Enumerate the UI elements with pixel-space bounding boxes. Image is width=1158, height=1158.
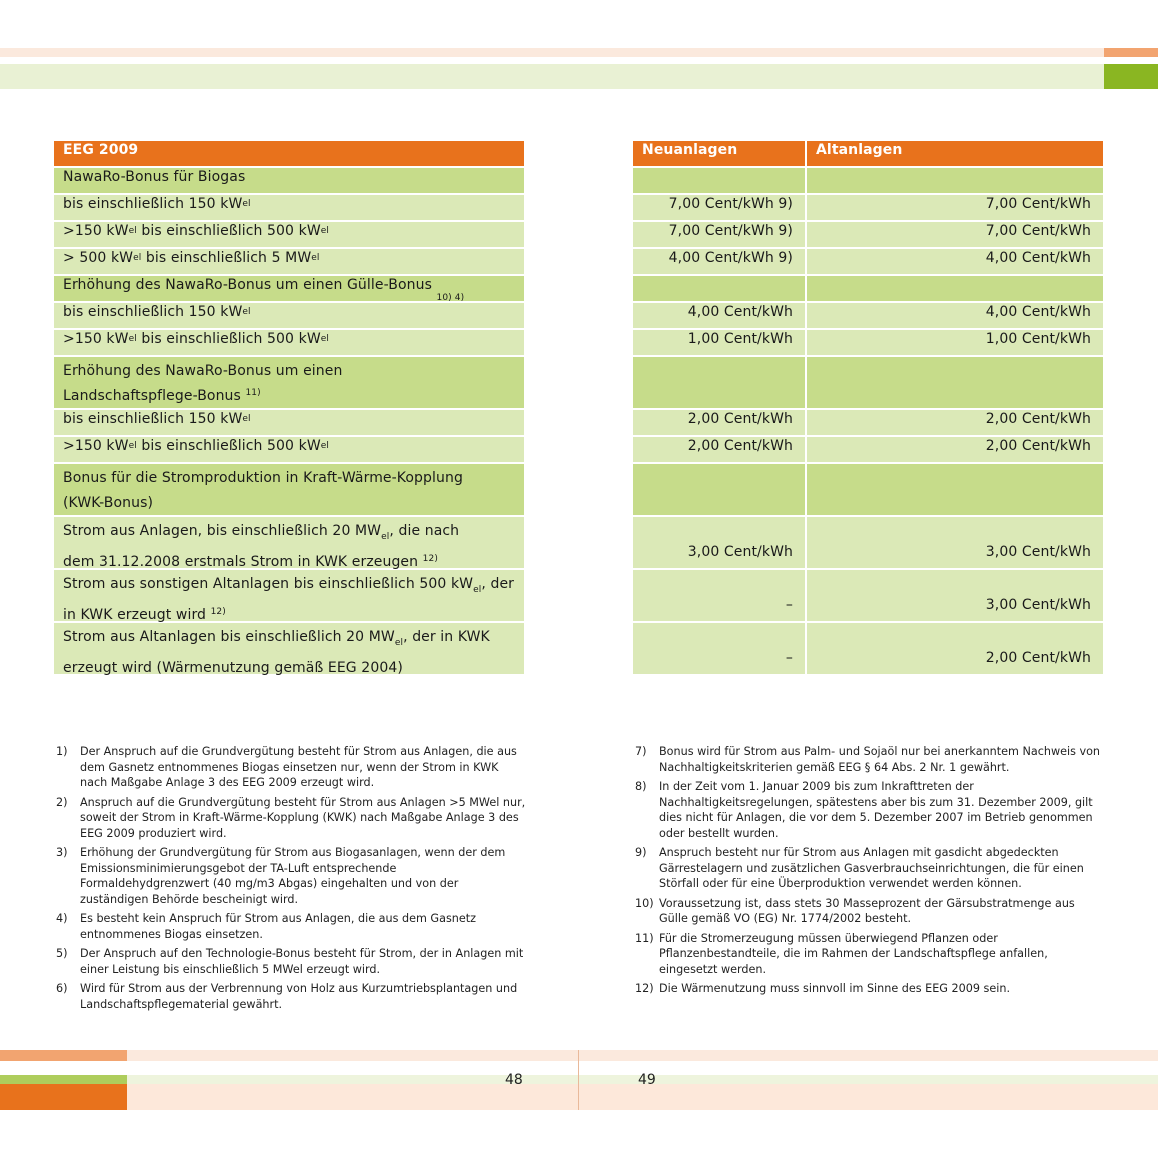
footnote-number: 1)	[56, 745, 68, 758]
footnote-number: 6)	[56, 982, 68, 995]
footnote-text: Die Wärmenutzung muss sinnvoll im Sinne des EEG 2009 sein.	[659, 982, 1011, 995]
table-row	[54, 222, 524, 247]
footnote-number: 9)	[635, 846, 647, 859]
row-label: Strom aus Altanlagen bis einschließlich 20 $MW_{el}$, der in KWK erzeugt wird (Wärmenutzung gemäß EEG 2004)	[54, 623, 524, 674]
cell-altanlagen: 2,00 Cent/kWh	[807, 437, 1103, 462]
row-label: Strom aus Anlagen, bis einschließlich 20 $MW_{el}$, die nach dem 31.12.2008 erstmals Strom in KWK erzeugen $^{12)}$	[54, 517, 524, 568]
cell-altanlagen: 2,00 Cent/kWh	[807, 410, 1103, 435]
bottom-band-green	[0, 1075, 127, 1084]
top-band-green	[1104, 64, 1158, 89]
table-row	[54, 357, 524, 408]
footnotes-right	[635, 744, 1105, 1001]
cell-altanlagen	[807, 357, 1103, 408]
table-row	[54, 330, 524, 355]
cell-neuanlagen: 2,00 Cent/kWh	[633, 437, 805, 462]
row-label: Bonus für die Stromproduktion in Kraft-Wärme-Kopplung (KWK-Bonus)	[54, 464, 524, 515]
cell-neuanlagen	[633, 357, 805, 408]
table-row	[633, 330, 1103, 355]
footnote	[56, 845, 526, 907]
row-label: > 500 kW el bis einschließlich 5 MW el	[54, 249, 524, 274]
cell-neuanlagen: 2,00 Cent/kWh	[633, 410, 805, 435]
footnote-text: Voraussetzung ist, dass stets 30 Masseprozent der Gärsubstratmenge aus Gülle gemäß VO (EG) Nr. 1774/2002 besteht.	[659, 896, 1075, 925]
footnote-text: Erhöhung der Grundvergütung für Strom aus Biogasanlagen, wenn der dem Emissionsminimierungsgebot der TA-Luft entsprechende Formaldehydgrenzwert (40 mg/m3 Abgas) eingehalten und von der zuständigen Behörde bescheinigt wird.	[80, 846, 506, 906]
cell-altanlagen: 4,00 Cent/kWh	[807, 303, 1103, 328]
footnote-number: 2)	[56, 795, 68, 809]
row-label: Erhöhung des NawaRo-Bonus um einen Landschaftspflege-Bonus $^{11)}$	[54, 357, 524, 408]
footnote-text: Der Anspruch auf die Grundvergütung besteht für Strom aus Anlagen, die aus dem Gasnetz entnommenes Biogas einsetzen nur, wenn der Strom in KWK nach Maßgabe Anlage 3 des EEG 2009 erzeugt wird.	[80, 745, 517, 789]
row-label: bis einschließlich 150 kW el	[54, 195, 524, 220]
table-row	[633, 623, 1103, 674]
cell-neuanlagen: –	[633, 623, 805, 674]
cell-neuanlagen: –	[633, 570, 805, 621]
header-eeg-2009: EEG 2009	[54, 141, 524, 166]
table-header-row	[633, 141, 1103, 166]
row-label: bis einschließlich 150 kW el	[54, 410, 524, 435]
row-label: >150 kW el bis einschließlich 500 kW el	[54, 222, 524, 247]
bottom-band-light	[127, 1050, 1158, 1061]
table-row	[54, 517, 524, 568]
page-number-right: 49	[638, 1072, 656, 1088]
cell-neuanlagen: 7,00 Cent/kWh 9)	[633, 195, 805, 220]
row-label: Erhöhung des NawaRo-Bonus um einen Gülle-Bonus 10) 4)	[54, 276, 524, 301]
footnote	[56, 981, 526, 1012]
footnote	[56, 911, 526, 942]
footnote-number: 11)	[635, 931, 654, 945]
header-neuanlagen: Neuanlagen	[633, 141, 805, 166]
page-fold-line	[578, 1050, 579, 1110]
table-row	[54, 249, 524, 274]
footnote	[56, 946, 526, 977]
cell-neuanlagen: 7,00 Cent/kWh 9)	[633, 222, 805, 247]
cell-altanlagen	[807, 168, 1103, 193]
footnote-text: Wird für Strom aus der Verbrennung von Holz aus Kurzumtriebsplantagen und Landschaftspflegematerial gewährt.	[80, 982, 518, 1011]
footnote	[635, 845, 1105, 892]
table-row	[54, 437, 524, 462]
table-row	[54, 623, 524, 674]
footnote	[56, 795, 526, 842]
footnote	[56, 744, 526, 791]
table-row	[633, 357, 1103, 408]
bottom-band-orange	[0, 1084, 127, 1110]
table-row	[54, 276, 524, 301]
table-row	[633, 195, 1103, 220]
footnote-number: 12)	[635, 982, 654, 995]
table-row	[54, 303, 524, 328]
cell-altanlagen: 7,00 Cent/kWh	[807, 222, 1103, 247]
footnote-number: 8)	[635, 780, 647, 793]
cell-altanlagen	[807, 276, 1103, 301]
table-row	[633, 222, 1103, 247]
table-row	[633, 303, 1103, 328]
cell-neuanlagen: 1,00 Cent/kWh	[633, 330, 805, 355]
footnote	[635, 931, 1105, 978]
table-row	[54, 195, 524, 220]
bottom-band-orange-light	[0, 1050, 127, 1061]
table-row	[633, 168, 1103, 193]
footnote-number: 10)	[635, 896, 654, 910]
cell-altanlagen	[807, 464, 1103, 515]
cell-altanlagen: 4,00 Cent/kWh	[807, 249, 1103, 274]
cell-altanlagen: 3,00 Cent/kWh	[807, 517, 1103, 568]
cell-altanlagen: 2,00 Cent/kWh	[807, 623, 1103, 674]
cell-neuanlagen	[633, 464, 805, 515]
footnote	[635, 779, 1105, 841]
footnotes-left	[56, 744, 526, 1016]
page-number-left: 48	[505, 1072, 523, 1088]
eeg-table-right	[633, 141, 1103, 674]
table-row	[633, 276, 1103, 301]
table-row	[633, 249, 1103, 274]
footnote-text: Anspruch besteht nur für Strom aus Anlagen mit gasdicht abgedeckten Gärrestelagern und zusätzlichen Gasverbrauchseinrichtungen, die für einen Störfall oder für eine Überproduktion verwendet werden können.	[659, 846, 1084, 890]
row-label: NawaRo-Bonus für Biogas	[54, 168, 524, 193]
table-row	[633, 410, 1103, 435]
table-header-row	[54, 141, 524, 166]
cell-neuanlagen	[633, 168, 805, 193]
cell-altanlagen: 3,00 Cent/kWh	[807, 570, 1103, 621]
table-row	[633, 437, 1103, 462]
row-label: >150 kW el bis einschließlich 500 kW el	[54, 330, 524, 355]
table-row	[54, 464, 524, 515]
footnote-text: Der Anspruch auf den Technologie-Bonus besteht für Strom, der in Anlagen mit einer Leistung bis einschließlich 5 MWel erzeugt wird.	[80, 947, 524, 976]
footnote-number: 3)	[56, 846, 68, 859]
footnote-text: Bonus wird für Strom aus Palm- und Sojaöl nur bei anerkanntem Nachweis von Nachhaltigkeitskriterien gemäß EEG § 64 Abs. 2 Nr. 1 gewährt.	[659, 745, 1101, 774]
footnote	[635, 744, 1105, 775]
footnote	[635, 896, 1105, 927]
table-row	[633, 517, 1103, 568]
footnote	[635, 981, 1105, 997]
footnote-number: 4)	[56, 912, 68, 925]
cell-neuanlagen	[633, 276, 805, 301]
footnote-number: 5)	[56, 947, 68, 960]
header-altanlagen: Altanlagen	[807, 141, 1103, 166]
footnote-text: In der Zeit vom 1. Januar 2009 bis zum Inkrafttreten der Nachhaltigkeitsregelungen, spätestens aber bis zum 31. Dezember 2009, gilt dies nicht für Anlagen, die vor dem 5. Dezember 2007 im Betrieb genommen oder bestellt wurden.	[659, 780, 1093, 840]
footnote-text: Anspruch auf die Grundvergütung besteht für Strom aus Anlagen >5 MWel nur, soweit der Strom in Kraft-Wärme-Kopplung (KWK) nach Maßgabe Anlage 3 des EEG 2009 produziert wird.	[80, 795, 526, 840]
table-row	[633, 464, 1103, 515]
row-label: Strom aus sonstigen Altanlagen bis einschließlich 500 $kW_{el}$, der in KWK erzeugt wird $^{12)}$	[54, 570, 524, 621]
row-label: bis einschließlich 150 kW el	[54, 303, 524, 328]
cell-neuanlagen: 3,00 Cent/kWh	[633, 517, 805, 568]
footnote-text: Es besteht kein Anspruch für Strom aus Anlagen, die aus dem Gasnetz entnommenes Biogas einsetzen.	[80, 912, 477, 941]
eeg-table-left	[54, 141, 524, 674]
row-label: >150 kW el bis einschließlich 500 kW el	[54, 437, 524, 462]
cell-altanlagen: 1,00 Cent/kWh	[807, 330, 1103, 355]
cell-neuanlagen: 4,00 Cent/kWh	[633, 303, 805, 328]
table-row	[54, 570, 524, 621]
table-row	[54, 410, 524, 435]
footnote-text: Für die Stromerzeugung müssen überwiegend Pflanzen oder Pflanzenbestandteile, die im Rahmen der Landschaftspflege anfallen, eingesetzt werden.	[659, 931, 1048, 976]
cell-altanlagen: 7,00 Cent/kWh	[807, 195, 1103, 220]
table-row	[633, 570, 1103, 621]
footnote-number: 7)	[635, 745, 647, 758]
cell-neuanlagen: 4,00 Cent/kWh 9)	[633, 249, 805, 274]
top-band-light	[0, 48, 1104, 57]
top-band-orange	[1104, 48, 1158, 57]
top-band-green-light	[0, 64, 1104, 89]
table-row	[54, 168, 524, 193]
